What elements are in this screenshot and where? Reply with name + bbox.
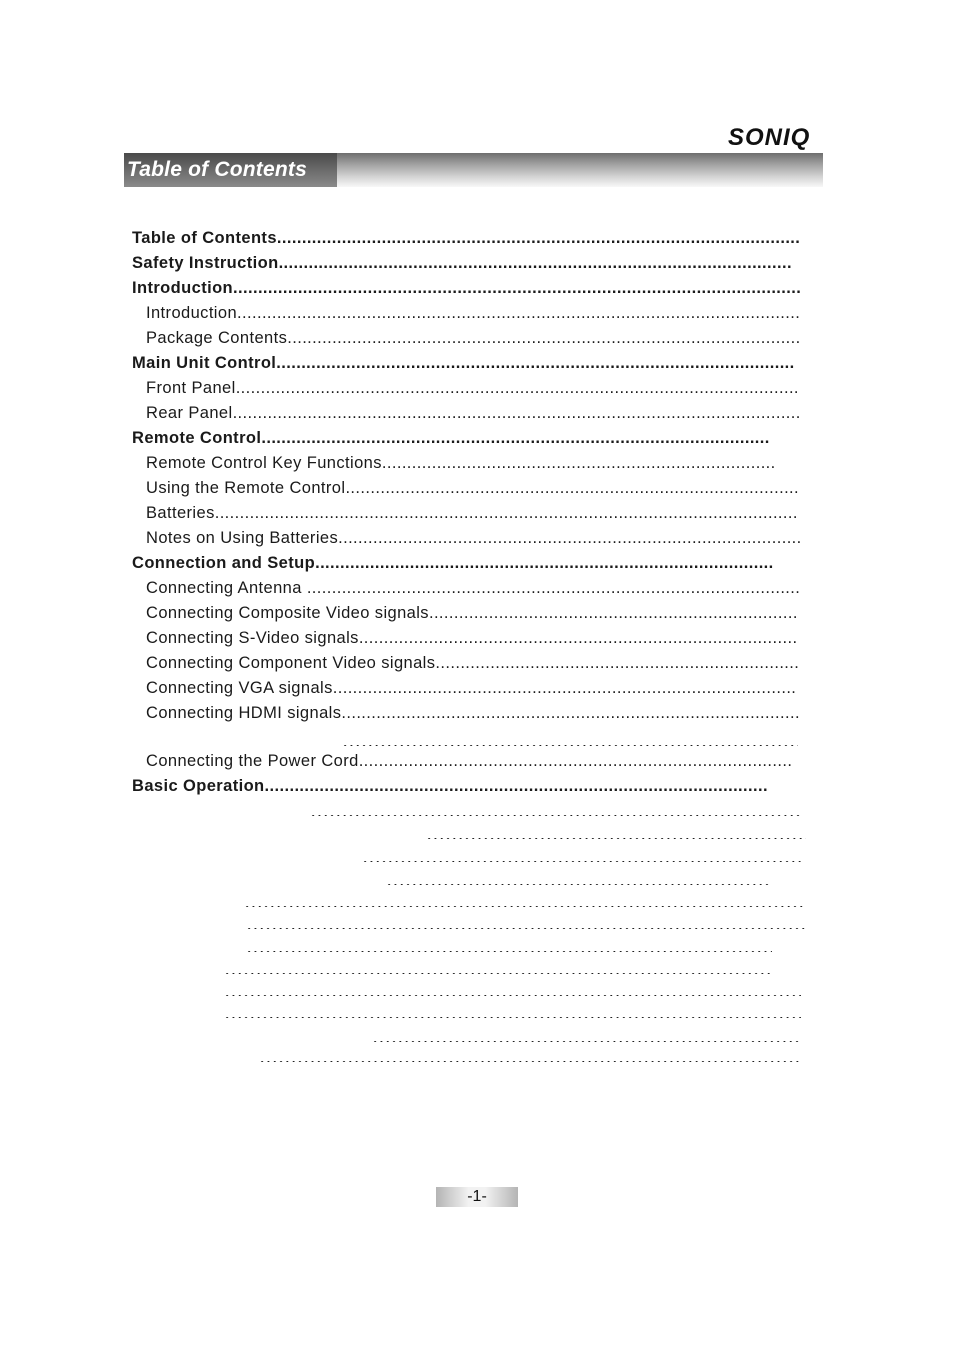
toc-leader-dots: .......................................................................... bbox=[428, 604, 798, 622]
toc-leader-dots: ...................................................................................................... bbox=[261, 429, 770, 447]
toc-subsection[interactable] bbox=[146, 677, 800, 699]
toc-leader-dots: ................................................................................................................. bbox=[235, 379, 799, 397]
toc-entry-label: Connecting Component Video signals bbox=[146, 654, 436, 672]
toc-leader-dots: ......................................................................... bbox=[435, 654, 800, 672]
toc-leader-dots bbox=[310, 800, 802, 816]
toc-entry-label: Using the Remote Control bbox=[146, 479, 346, 497]
toc-entry-label: Main Unit Control bbox=[132, 354, 277, 372]
toc-entry-label: Table of Contents bbox=[132, 229, 277, 247]
toc-section[interactable] bbox=[132, 427, 774, 449]
toc-leader-dots: ................................................................................................... bbox=[306, 579, 801, 597]
toc-entry-label: Batteries bbox=[146, 504, 215, 522]
toc-entry-label: Front Panel bbox=[146, 379, 236, 397]
toc-leader-dots bbox=[362, 846, 804, 862]
toc-leader-dots: .................................................................................................................. bbox=[232, 404, 801, 422]
toc-leader-dots: ..................................................................................................... bbox=[264, 777, 768, 795]
toc-entry-label: Connecting S-Video signals bbox=[146, 629, 359, 647]
toc-leader-dots bbox=[244, 891, 806, 907]
toc-leader-dots: ........................................................................................................ bbox=[276, 354, 795, 372]
toc-leader-dots: .................................................................................................................. bbox=[233, 279, 802, 297]
toc-entry-label: Connection and Setup bbox=[132, 554, 316, 572]
toc-section[interactable] bbox=[132, 552, 774, 574]
toc-subsection[interactable] bbox=[146, 527, 804, 549]
brand-wordmark: SONIQ bbox=[728, 124, 811, 151]
toc-subsection[interactable] bbox=[146, 327, 802, 349]
toc-leader-dots bbox=[246, 936, 772, 952]
toc-leader-dots: ......................................................................................................... bbox=[276, 229, 801, 247]
toc-entry-label: Rear Panel bbox=[146, 404, 233, 422]
toc-leader-dots: ............................................................................................. bbox=[332, 679, 797, 697]
toc-leader-dots: ..................................................................................................................... bbox=[214, 504, 798, 522]
toc-section[interactable] bbox=[132, 775, 772, 797]
toc-section[interactable] bbox=[132, 227, 802, 249]
toc-subsection[interactable] bbox=[146, 377, 803, 399]
toc-subsection[interactable] bbox=[146, 750, 797, 772]
toc-leader-dots bbox=[246, 913, 808, 929]
toc-entry-label: Package Contents bbox=[146, 329, 288, 347]
toc-subsection[interactable] bbox=[146, 477, 800, 499]
toc-entry-label: Connecting HDMI signals bbox=[146, 704, 342, 722]
toc-section[interactable] bbox=[132, 252, 795, 274]
toc-leader-dots: ........................................................................................ bbox=[358, 629, 798, 647]
toc-entry-label: Connecting Antenna bbox=[146, 579, 307, 597]
toc-entry-label: Notes on Using Batteries bbox=[146, 529, 339, 547]
toc-entry-label: Connecting the Power Cord bbox=[146, 752, 359, 770]
toc-leader-dots bbox=[372, 1026, 799, 1042]
toc-entry-label: Connecting Composite Video signals bbox=[146, 604, 429, 622]
toc-leader-dots bbox=[386, 869, 771, 885]
toc-leader-dots: ....................................................................................................... bbox=[278, 254, 792, 272]
toc-subsection[interactable] bbox=[146, 627, 800, 649]
toc-section[interactable] bbox=[132, 277, 803, 299]
page-number: -1- bbox=[467, 1188, 487, 1205]
toc-subsection[interactable] bbox=[146, 702, 803, 724]
toc-subsection[interactable] bbox=[146, 502, 799, 524]
toc-leader-dots: ....................................................................................................... bbox=[287, 329, 801, 347]
toc-subsection[interactable] bbox=[146, 452, 777, 474]
toc-leader-dots: ............................................................................................ bbox=[315, 554, 774, 572]
toc-leader-dots: ....................................................................................... bbox=[358, 752, 793, 770]
toc-entry-label: Remote Control bbox=[132, 429, 262, 447]
toc-leader-dots: ............................................................................................. bbox=[338, 529, 802, 547]
toc-subsection[interactable] bbox=[146, 402, 805, 424]
toc-subsection[interactable] bbox=[146, 577, 805, 599]
toc-entry-label: Remote Control Key Functions bbox=[146, 454, 382, 472]
toc-entry-label: Basic Operation bbox=[132, 777, 265, 795]
toc-subsection[interactable] bbox=[146, 302, 801, 324]
toc-leader-dots bbox=[259, 1046, 800, 1062]
page-title: Table of Contents bbox=[127, 158, 307, 181]
toc-entry-label: Safety Instruction bbox=[132, 254, 279, 272]
toc-leader-dots bbox=[426, 823, 806, 839]
toc-leader-dots bbox=[224, 980, 801, 996]
toc-leader-dots bbox=[224, 1002, 801, 1018]
toc-entry-label: Introduction bbox=[146, 304, 238, 322]
toc-section[interactable] bbox=[132, 352, 796, 374]
toc-leader-dots: ............................................................................... bbox=[381, 454, 776, 472]
toc-subsection[interactable] bbox=[146, 602, 801, 624]
toc-entry-label: Introduction bbox=[132, 279, 234, 297]
toc-subsection[interactable] bbox=[146, 652, 802, 674]
toc-leader-dots bbox=[224, 958, 772, 974]
toc-entry-label: Connecting VGA signals bbox=[146, 679, 333, 697]
toc-leader-dots bbox=[342, 730, 798, 746]
toc-leader-dots: ........................................................................................... bbox=[345, 479, 800, 497]
toc-leader-dots: ................................................................................................................. bbox=[237, 304, 801, 322]
toc-leader-dots: ............................................................................................ bbox=[341, 704, 800, 722]
